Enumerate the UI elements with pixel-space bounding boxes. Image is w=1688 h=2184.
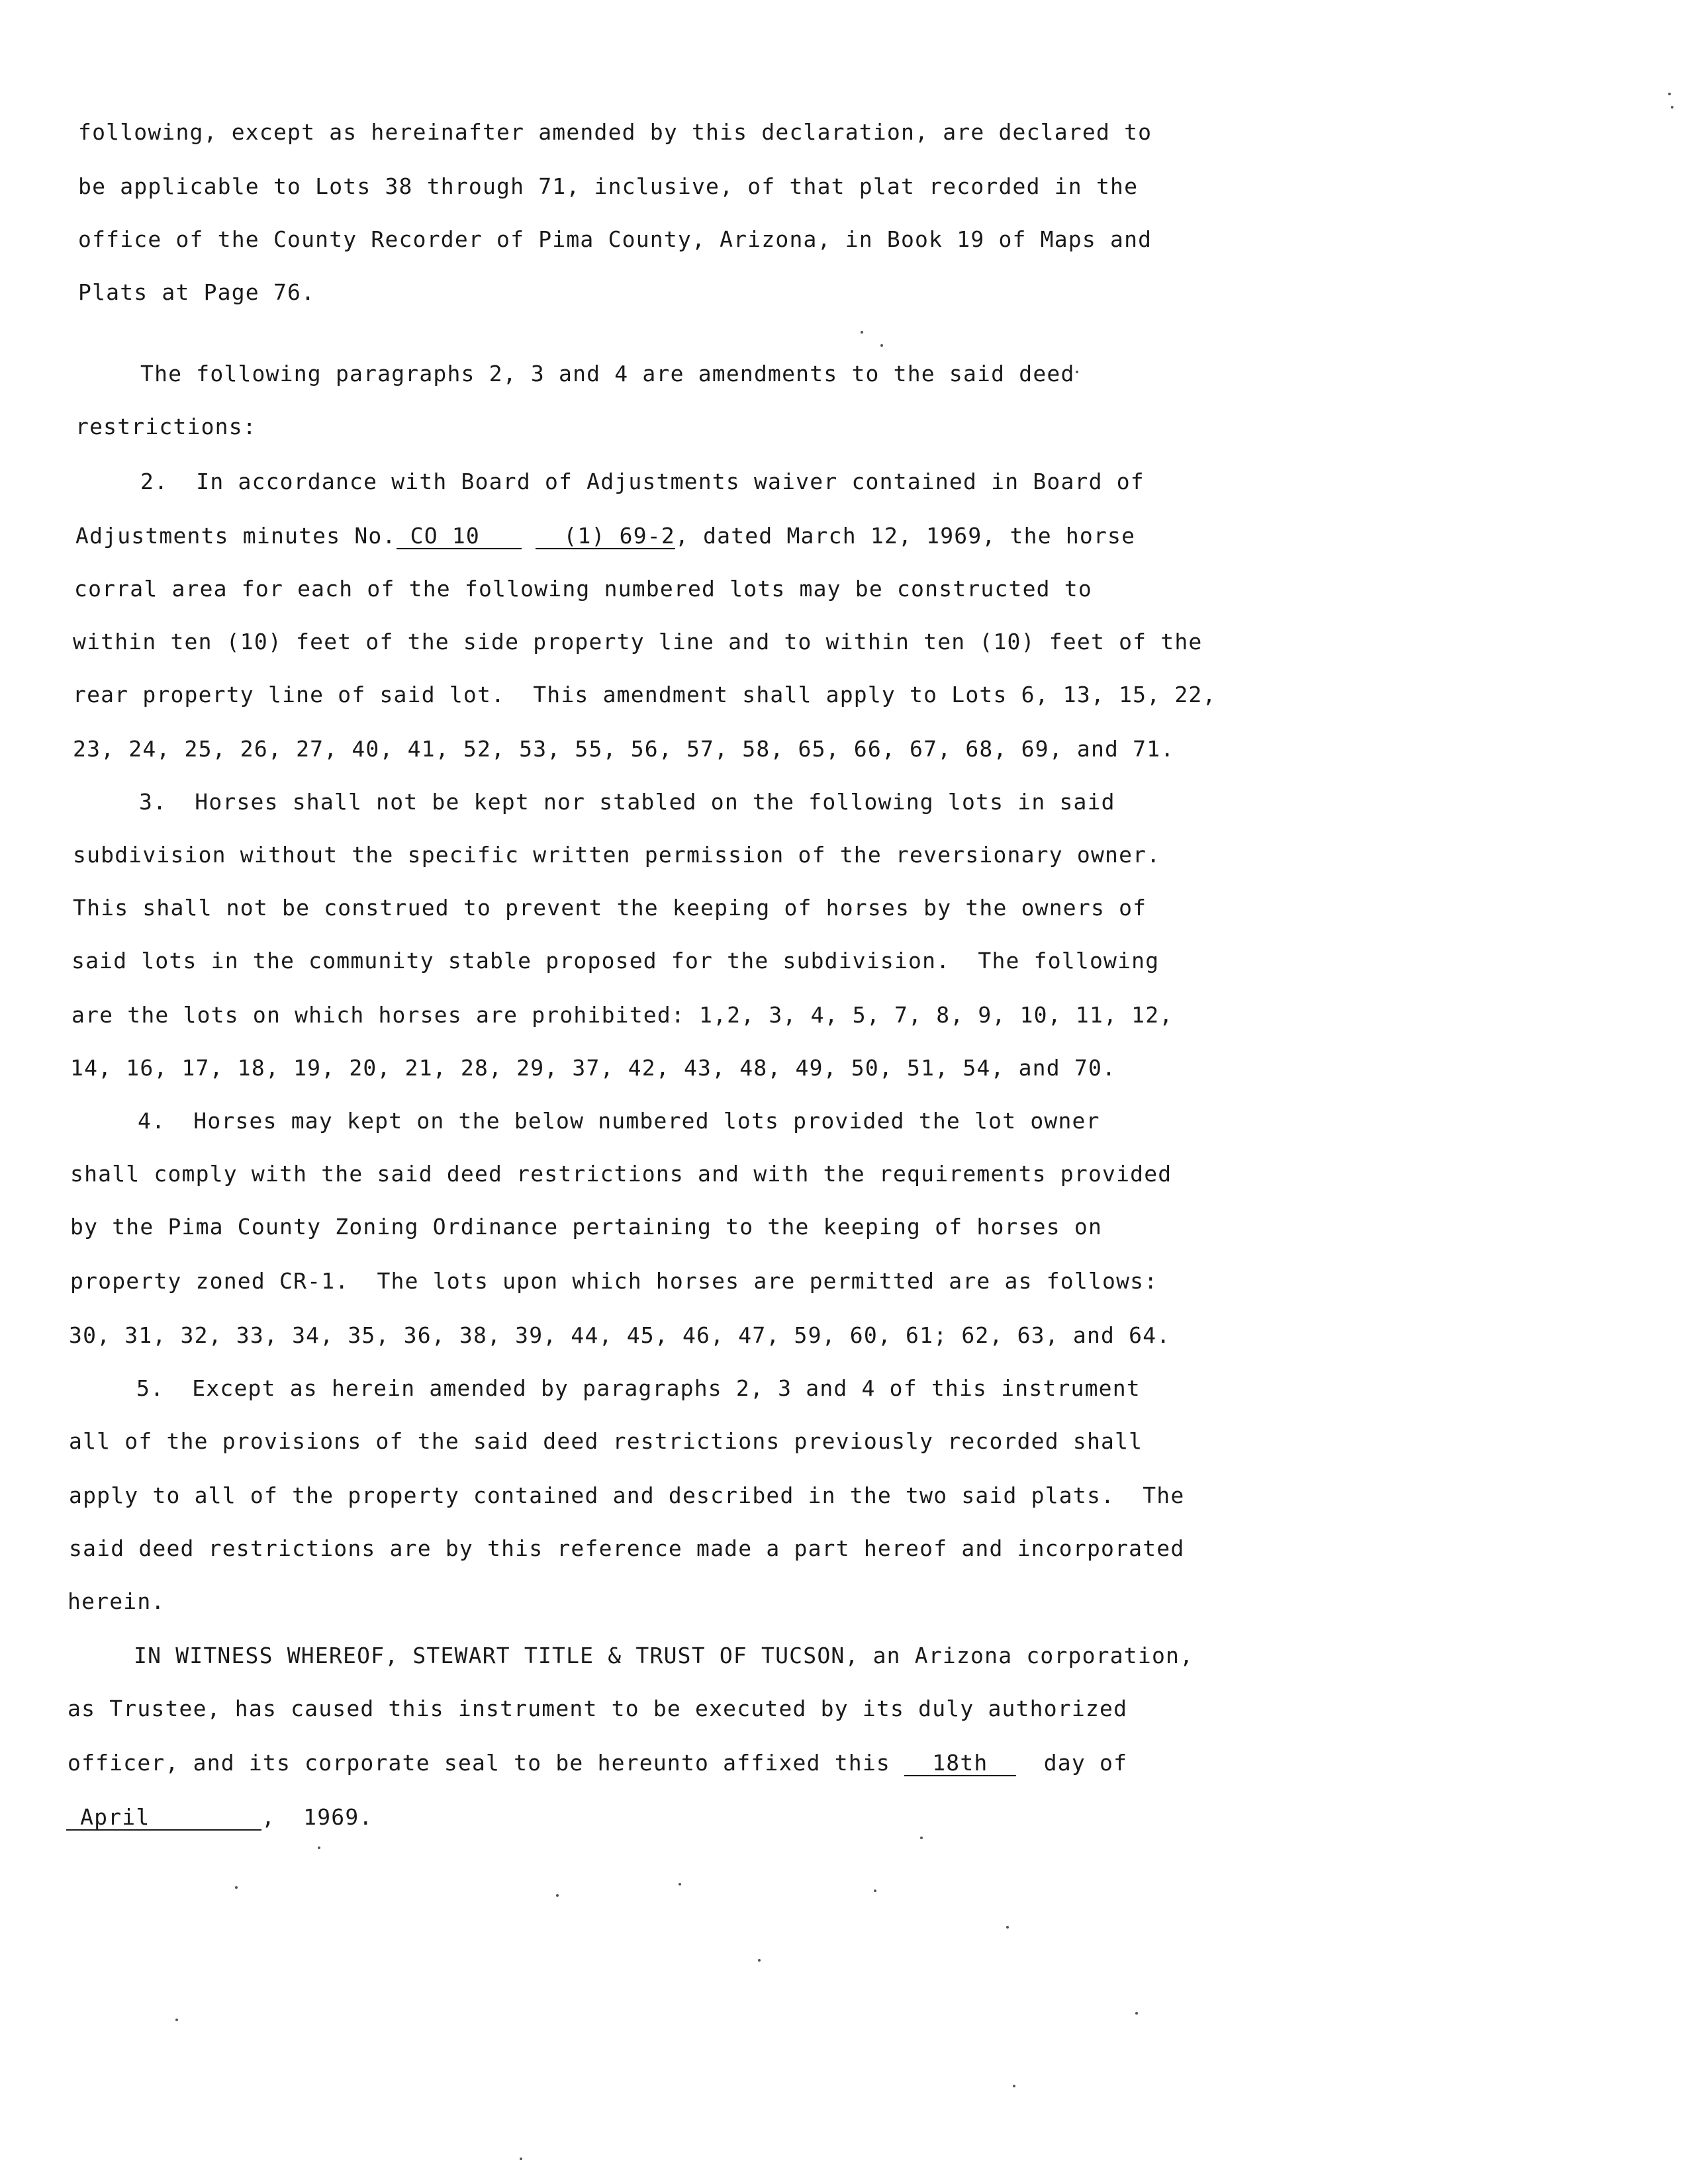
- scan-speck: [861, 331, 863, 334]
- witness-line-3-suffix: day of: [1015, 1750, 1128, 1776]
- scan-speck: [874, 1889, 876, 1892]
- scan-speck: [1671, 106, 1673, 109]
- p2-line-6: 23, 24, 25, 26, 27, 40, 41, 52, 53, 55, 56, 57, 58, 65, 66, 67, 68, 69, and 71.: [73, 736, 1175, 762]
- p5-line-4: said deed restrictions are by this reference made a part hereof and incorporated: [69, 1535, 1185, 1561]
- p2-line-5: rear property line of said lot. This amendment shall apply to Lots 6, 13, 15, 22,: [73, 682, 1217, 707]
- p4-line-1: 4. Horses may kept on the below numbered lots provided the lot owner: [138, 1108, 1100, 1134]
- minutes-case-blank: (1) 69-2: [536, 523, 675, 549]
- p5-line-3: apply to all of the property contained and described in the two said plats. The: [69, 1482, 1185, 1508]
- p4-line-5: 30, 31, 32, 33, 34, 35, 36, 38, 39, 44, 45, 46, 47, 59, 60, 61; 62, 63, and 64.: [69, 1322, 1171, 1348]
- p3-line-2: subdivision without the specific written permission of the reversionary owner.: [73, 842, 1161, 868]
- intro-line-4: Plats at Page 76.: [78, 279, 316, 305]
- p2-line-1: 2. In accordance with Board of Adjustments waiver contained in Board of: [140, 469, 1145, 494]
- year-text: , 1969.: [261, 1804, 373, 1830]
- scan-speck: [318, 1846, 320, 1849]
- scan-speck: [1013, 2085, 1015, 2087]
- intro-line-1: following, except as hereinafter amended by this declaration, are declared to: [78, 119, 1152, 145]
- scan-speck: [920, 1837, 923, 1839]
- witness-line-1: IN WITNESS WHEREOF, STEWART TITLE & TRUST OF TUCSON, an Arizona corporation,: [134, 1643, 1194, 1668]
- intro-line-2: be applicable to Lots 38 through 71, inclusive, of that plat recorded in the: [78, 173, 1139, 199]
- p2-line-2: [75, 523, 1135, 549]
- p3-line-5: are the lots on which horses are prohibited: 1,2, 3, 4, 5, 7, 8, 9, 10, 11, 12,: [71, 1002, 1174, 1028]
- p3-line-4: said lots in the community stable proposed for the subdivision. The following: [71, 948, 1160, 974]
- scan-speck: [1668, 93, 1671, 95]
- amend-intro-line-2: restrictions:: [75, 414, 257, 439]
- p3-line-1: 3. Horses shall not be kept nor stabled on the following lots in said: [139, 789, 1115, 815]
- month-blank: April: [66, 1804, 261, 1830]
- scan-speck: [235, 1886, 238, 1889]
- day-blank: 18th: [904, 1750, 1016, 1776]
- p3-line-6: 14, 16, 17, 18, 19, 20, 21, 28, 29, 37, 42, 43, 48, 49, 50, 51, 54, and 70.: [70, 1055, 1117, 1081]
- p2-line-3: corral area for each of the following numbered lots may be constructed to: [74, 576, 1092, 602]
- p2-line-2-gap: [522, 523, 536, 549]
- scan-speck: [175, 2019, 178, 2021]
- scan-speck: [520, 2158, 522, 2160]
- witness-line-3-prefix: officer, and its corporate seal to be hereunto affixed this: [68, 1750, 905, 1776]
- p2-line-4: within ten (10) feet of the side property line and to within ten (10) feet of the: [73, 629, 1203, 655]
- p4-line-4: property zoned CR-1. The lots upon which horses are permitted are as follows:: [70, 1268, 1158, 1294]
- scan-speck: [679, 1883, 681, 1886]
- scan-speck: [1006, 1926, 1009, 1929]
- scan-speck: [556, 1894, 559, 1897]
- p5-line-1: 5. Except as herein amended by paragraphs 2, 3 and 4 of this instrument: [136, 1375, 1141, 1401]
- p5-line-2: all of the provisions of the said deed restrictions previously recorded shall: [69, 1428, 1143, 1454]
- minutes-number-blank: CO 10: [396, 523, 522, 549]
- scan-speck: [1135, 2012, 1138, 2015]
- scan-speck: [758, 1959, 761, 1962]
- p2-line-2-prefix: Adjustments minutes No.: [75, 523, 397, 549]
- witness-line-3: [68, 1750, 1127, 1776]
- p4-line-2: shall comply with the said deed restrictions and with the requirements provided: [70, 1161, 1172, 1187]
- intro-line-3: office of the County Recorder of Pima County, Arizona, in Book 19 of Maps and: [78, 226, 1152, 252]
- p5-line-5: herein.: [68, 1588, 165, 1614]
- p4-line-3: by the Pima County Zoning Ordinance pertaining to the keeping of horses on: [70, 1214, 1103, 1240]
- scan-speck: [880, 344, 883, 347]
- witness-line-4: [66, 1804, 373, 1831]
- p3-line-3: This shall not be construed to prevent the keeping of horses by the owners of: [73, 895, 1147, 921]
- p2-line-2-suffix: , dated March 12, 1969, the horse: [675, 523, 1136, 549]
- amend-intro-line-1: The following paragraphs 2, 3 and 4 are amendments to the said deed: [140, 361, 1075, 387]
- witness-line-2: as Trustee, has caused this instrument to be executed by its duly authorized: [68, 1696, 1128, 1721]
- scan-speck: [1076, 371, 1078, 373]
